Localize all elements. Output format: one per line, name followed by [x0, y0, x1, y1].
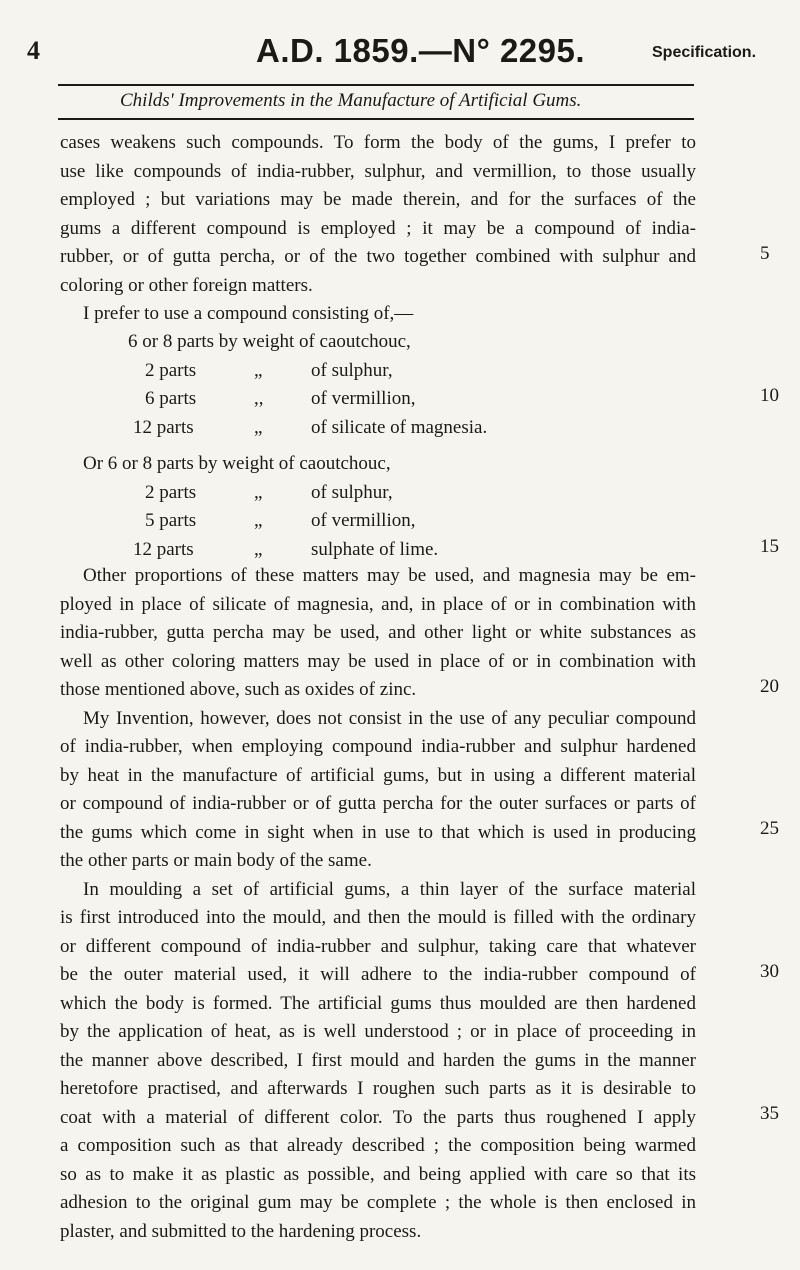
margin-line-number: 25 — [760, 818, 779, 839]
text-line: a composition such as that already described ; the composition being warmed — [60, 1135, 696, 1156]
compound-1-item: of vermillion, — [311, 388, 416, 409]
text-line: by the application of heat, as is well understood ; or in place of proceeding in — [60, 1021, 696, 1042]
text-line: gums a different compound is employed ; it may be a compound of india- — [60, 217, 696, 239]
ditto-mark: „ — [254, 417, 263, 438]
header-rule-bottom — [58, 118, 694, 120]
text-line: I prefer to use a compound consisting of,— — [83, 303, 414, 324]
running-head: Childs' Improvements in the Manufacture of Artificial Gums. — [120, 90, 582, 111]
ditto-mark: „ — [254, 482, 263, 503]
ditto-mark: „ — [254, 360, 263, 381]
text-line: rubber, or of gutta percha, or of the two together combined with sulphur and — [60, 246, 696, 267]
text-line: Other proportions of these matters may be used, and magnesia may be em- — [83, 565, 696, 586]
text-line: the gums which come in sight when in use to that which is used in producing — [60, 821, 696, 843]
text-line: those mentioned above, such as oxides of zinc. — [60, 679, 417, 700]
text-line: employed ; but variations may be made therein, and for the surfaces of the — [60, 189, 696, 210]
compound-2-lead: Or 6 or 8 parts by weight of caoutchouc, — [83, 453, 391, 474]
paragraph-2 — [60, 562, 696, 1246]
margin-line-number: 10 — [760, 385, 779, 406]
text-line: india-rubber, gutta percha may be used, and other light or white substances as — [60, 622, 696, 643]
text-line: coloring or other foreign matters. — [60, 274, 313, 296]
text-line: heretofore practised, and afterwards I roughen such parts as it is desirable to — [60, 1078, 696, 1099]
page-number: 4 — [27, 36, 40, 65]
compound-1-item: of silicate of magnesia. — [311, 417, 488, 438]
margin-line-number: 20 — [760, 676, 779, 697]
text-line: is first introduced into the mould, and then the mould is filled with the ordinary — [60, 907, 696, 928]
compound-2-item: sulphate of lime. — [311, 539, 439, 560]
text-line: In moulding a set of artificial gums, a thin layer of the surface material — [83, 878, 696, 900]
text-line: coat with a material of different color. To the parts thus roughened I apply — [60, 1106, 696, 1128]
ditto-mark: „ — [254, 539, 263, 560]
compound-2-item: of sulphur, — [311, 482, 393, 503]
document-title: A.D. 1859.—N° 2295. — [256, 32, 586, 69]
compound-1-lead: 6 or 8 parts by weight of caoutchouc, — [128, 331, 411, 352]
text-line: so as to make it as plastic as possible, and being applied with care so that its — [60, 1163, 696, 1185]
text-line: adhesion to the original gum may be complete ; the whole is then enclosed in — [60, 1192, 696, 1213]
text-line: the manner above described, I first mould and harden the gums in the manner — [60, 1049, 696, 1071]
text-line: of india-rubber, when employing compound india-rubber and sulphur hardened — [60, 736, 696, 757]
text-line: plaster, and submitted to the hardening process. — [60, 1220, 422, 1242]
compound-2-qty: 12 parts — [133, 539, 194, 560]
header-rule-top — [58, 84, 694, 86]
compound-1-qty: 6 parts — [145, 388, 197, 409]
text-line: the other parts or main body of the same. — [60, 850, 372, 871]
text-line: cases weakens such compounds. To form the body of the gums, I prefer to — [60, 132, 696, 153]
compound-2-qty: 2 parts — [145, 482, 197, 503]
text-line: by heat in the manufacture of artificial gums, but in using a different material — [60, 764, 696, 786]
text-line: use like compounds of india-rubber, sulphur, and vermillion, to those usually — [60, 160, 696, 182]
text-line: be the outer material used, it will adhere to the india-rubber compound of — [60, 964, 696, 985]
ditto-mark: „ — [254, 510, 263, 531]
compound-1-qty: 2 parts — [145, 360, 197, 381]
compound-2-qty: 5 parts — [145, 510, 197, 531]
text-line: or compound of india-rubber or of gutta percha for the outer surfaces or parts of — [60, 793, 696, 814]
margin-line-number: 30 — [760, 961, 779, 982]
compound-1-qty: 12 parts — [133, 417, 194, 438]
compound-2-item: of vermillion, — [311, 510, 416, 531]
margin-line-number: 35 — [760, 1103, 779, 1124]
compound-1-item: of sulphur, — [311, 360, 393, 381]
text-line: well as other coloring matters may be used in place of or in combination with — [60, 650, 696, 672]
text-line: My Invention, however, does not consist in the use of any peculiar compound — [83, 707, 696, 729]
text-line: or different compound of india-rubber and sulphur, taking care that whatever — [60, 935, 696, 957]
section-label: Specification. — [652, 44, 757, 61]
margin-line-number: 5 — [760, 243, 770, 264]
text-line: ployed in place of silicate of magnesia, and, in place of or in combination with — [60, 593, 696, 615]
paragraph-1 — [60, 129, 696, 329]
margin-line-number: 15 — [760, 536, 779, 557]
ditto-mark: ,, — [254, 388, 264, 409]
text-line: which the body is formed. The artificial gums thus moulded are then hardened — [60, 992, 696, 1014]
